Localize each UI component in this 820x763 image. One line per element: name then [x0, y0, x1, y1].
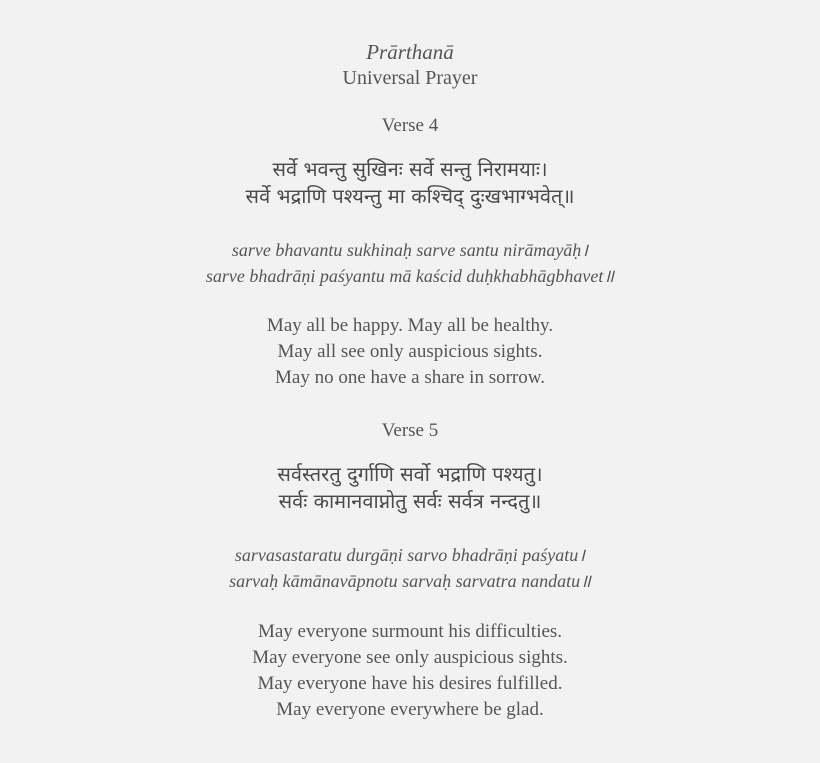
verse-5-devanagari-line-1: सर्वस्तरतु दुर्गाणि सर्वो भद्राणि पश्यतु। [277, 462, 543, 486]
verse-4-devanagari-line-1: सर्वे भवन्तु सुखिनः सर्वे सन्तु निरामयाः। [272, 157, 548, 181]
verse-5-transliteration-line-1: sarvasastaratu durgāṇi sarvo bhadrāṇi paśyatu। [234, 545, 586, 565]
verse-4-transliteration-line-1: sarve bhavantu sukhinaḥ sarve santu nirāmayāḥ। [231, 240, 589, 260]
verse-5-translation-line-1: May everyone surmount his difficulties. [257, 621, 563, 642]
verse-4-translation-line-2: May all see only auspicious sights. [277, 341, 543, 362]
verse-5-heading: Verse 5 [381, 420, 439, 441]
verse-5-translation-line-3: May everyone have his desires fulfilled. [257, 673, 563, 694]
verse-5-transliteration-line-2: sarvaḥ kāmānavāpnotu sarvaḥ sarvatra nandatu॥ [229, 571, 591, 591]
verse-4-devanagari-line-2: सर्वे भद्राणि पश्यन्तु मा कश्चिद् दुःखभाग्भवेत्॥ [245, 184, 575, 208]
verse-5-devanagari-line-2: सर्वः कामानवाप्नोतु सर्वः सर्वत्र नन्दतु॥ [278, 489, 542, 513]
page-title: Prārthanā [366, 40, 454, 64]
verse-4-transliteration-line-2: sarve bhadrāṇi paśyantu mā kaścid duḥkhabhāgbhavet॥ [205, 266, 615, 286]
page-subtitle: Universal Prayer [342, 67, 478, 89]
verse-5-translation-line-4: May everyone everywhere be glad. [276, 699, 544, 720]
verse-4-translation-line-3: May no one have a share in sorrow. [275, 367, 545, 388]
verse-4-translation-line-1: May all be happy. May all be healthy. [266, 315, 554, 336]
verse-5-translation-line-2: May everyone see only auspicious sights. [252, 647, 568, 668]
verse-4-heading: Verse 4 [381, 115, 439, 136]
